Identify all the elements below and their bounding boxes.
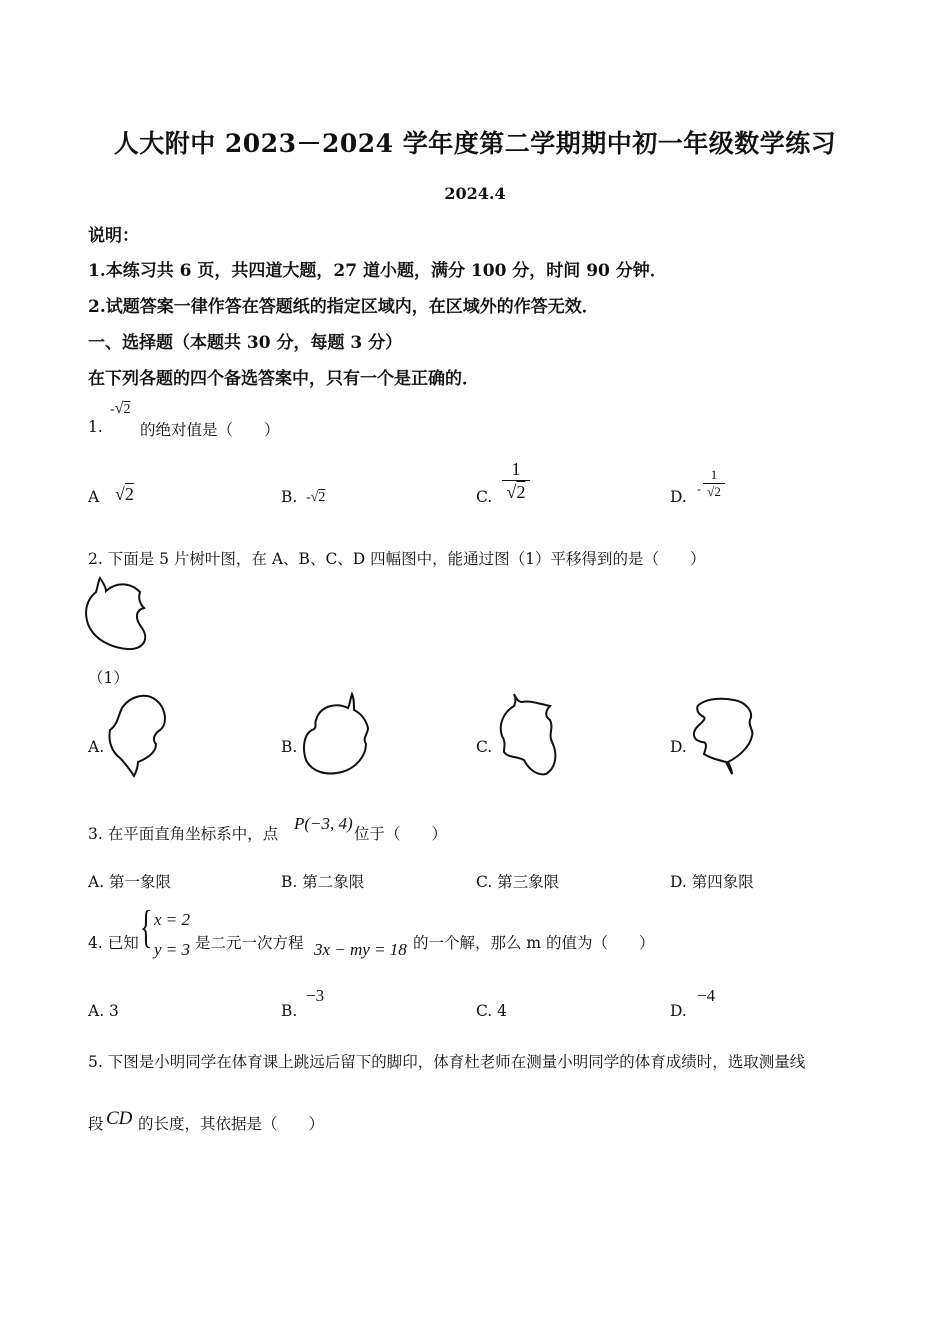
leaf-option-d	[688, 696, 760, 776]
q2-option-d-label: D.	[670, 738, 687, 756]
section-instruction: 在下列各题的四个备选答案中，只有一个是正确的．	[88, 369, 479, 389]
q1-expression: -√2	[110, 400, 131, 417]
q2-option-b-label: B.	[281, 738, 298, 756]
exam-date: 2024.4	[444, 184, 506, 203]
leaf-figure-1	[82, 576, 154, 652]
q1-text: 的绝对值是（ ）	[140, 421, 280, 439]
q1-option-b-label: B.	[281, 488, 298, 506]
q4-equation: 3x − my = 18	[314, 940, 407, 959]
notes-line-1: 1.本练习共 6 页，共四道大题，27 道小题，满分 100 分，时间 90 分钟．	[88, 261, 667, 281]
q4-system-line-2: y = 3	[154, 940, 191, 959]
q4-option-d-label: D.	[670, 1002, 687, 1020]
q4-option-b-label: B.	[281, 1002, 298, 1020]
q1-option-d-sign: -	[697, 482, 701, 496]
leaf-option-a	[104, 694, 174, 778]
notes-line-2: 2.试题答案一律作答在答题纸的指定区域内，在区域外的作答无效．	[88, 297, 599, 317]
leaf-option-c	[494, 694, 560, 778]
notes-label: 说明：	[88, 226, 139, 246]
q5-line-1: 5. 下图是小明同学在体育课上跳远后留下的脚印，体育杜老师在测量小明同学的体育成绩时，选取测量线	[88, 1053, 806, 1071]
page-title: 人大附中 2023－2024 学年度第二学期期中初一年级数学练习	[113, 129, 837, 158]
q3-option-b: B. 第二象限	[281, 873, 365, 891]
q5-line-2-after: 的长度，其依据是（ ）	[138, 1115, 325, 1133]
q4-text-after: 的一个解，那么 m 的值为（ ）	[413, 934, 655, 952]
q1-option-c-value: 1 √2	[502, 458, 530, 503]
q1-option-b-value: -√2	[306, 490, 326, 505]
q5-segment: CD	[106, 1108, 133, 1129]
q4-brace: {	[140, 901, 153, 952]
q4-option-a: A. 3	[88, 1002, 119, 1020]
q3-option-d: D. 第四象限	[670, 873, 754, 891]
q4-option-b-value: −3	[306, 986, 325, 1005]
q3-text-before: 3. 在平面直角坐标系中，点	[88, 825, 279, 843]
q3-option-c: C. 第三象限	[476, 873, 560, 891]
q4-option-c: C. 4	[476, 1002, 508, 1020]
q2-figure-label: （1）	[88, 669, 129, 687]
q1-option-c-label: C.	[476, 488, 493, 506]
section-heading: 一、选择题（本题共 30 分，每题 3 分）	[88, 333, 403, 353]
q4-text-middle: 是二元一次方程	[195, 934, 304, 952]
q4-system-line-1: x = 2	[154, 910, 191, 929]
q4-text-before: 4. 已知	[88, 934, 139, 952]
q2-option-a-label: A.	[88, 738, 105, 756]
q1-option-a-value: √2	[115, 484, 134, 504]
q4-option-d-value: −4	[697, 986, 716, 1005]
q3-text-after: 位于（ ）	[354, 825, 448, 843]
q1-number: 1.	[88, 418, 103, 436]
q3-point: P(−3, 4)	[294, 814, 353, 833]
q1-option-d-label: D.	[670, 488, 687, 506]
q2-text: 2. 下面是 5 片树叶图，在 A、B、C、D 四幅图中，能通过图（1）平移得到的是（ ）	[88, 550, 706, 568]
q5-line-2-before: 段	[88, 1115, 104, 1133]
leaf-option-b	[296, 692, 376, 776]
q2-option-c-label: C.	[476, 738, 493, 756]
q1-option-d-value: 1 √2	[703, 467, 725, 500]
q3-option-a: A. 第一象限	[88, 873, 172, 891]
q1-option-a-label: A	[88, 488, 100, 506]
